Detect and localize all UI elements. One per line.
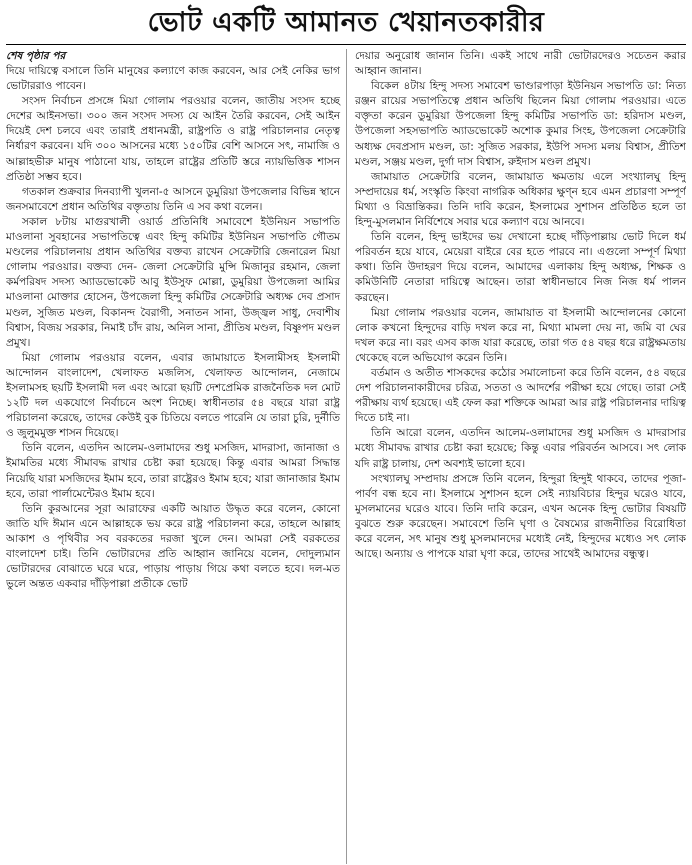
headline: ভোট একটি আমানত খেয়ানতকারীর [147,7,545,38]
headline-divider [6,44,686,45]
continuation-note: শেষ পৃষ্ঠার পর [6,50,66,62]
paragraph: মিয়া গোলাম পরওয়ার বলেন, এবার জামায়াতে ইসলামীসহ ইসলামী আন্দোলন বাংলাদেশ, খেলাফত মজলিস, খেলাফত আন্দোলন, নেজামে ইসলামসহ ছয়টি ইসলামী দল এবং আরো ছয়টি দেশপ্রেমিক রাজনৈতিক দল মোট ১২টি দল একযোগে নির্বাচনে অংশ নিচ্ছে। স্বাধীনতার ৫৪ বছরে যারা রাষ্ট্র পরিচালনা করেছে, তাদের কেউই বুক চিতিয়ে বলতে পারেনি যে তারা চুরি, দুর্নীতি ও জুলুমমুক্ত শাসন দিয়েছে। [6,351,340,440]
paragraph: সকাল ৮টায় মাগুরখালী ওয়ার্ড প্রতিনিধি সমাবেশে ইউনিয়ন সভাপতি মাওলানা সুবহানের সভাপতিত্বে এবং হিন্দু কমিটির ইউনিয়ন সভাপতি গৌতম মণ্ডলের পরিচালনায় প্রধান অতিথির বক্তব্য রাখেন সেক্রেটারি জেনারেল মিয়া গোলাম পরওয়ার। বক্তব্য দেন- জেলা সেক্রেটারি মুন্সি মিজানুর রহমান, জেলা কর্মপরিষদ সদস্য অ্যাডভোকেট আবু ইউসুফ মোল্লা, ডুমুরিয়া উপজেলা আমির মাওলানা মোক্তার হোসেন, উপজেলা হিন্দু কমিটির সেক্রেটারি অধ্যক্ষ দেব প্রসাদ মণ্ডল, সুজিত মণ্ডল, বিকানন্দ বৈরাগী, সনাতন সানা, উজ্জ্বল সাধু, দেবাশীষ বিশ্বাস, বিজয় সরকার, নিমাই চাঁদ রায়, অনিল সানা, প্রীতিষ মণ্ডল, বিষ্ণুপদ মণ্ডল প্রমুখ। [6,215,340,349]
paragraph: বিকেল ৪টায় হিন্দু সদস্য সমাবেশ ভাণ্ডারপাড়া ইউনিয়ন সভাপতি ডা: নিত্য রঞ্জন রায়ের সভাপতিত্বে প্রধান অতিথি ছিলেন মিয়া গোলাম পরওয়ার। এতে বক্তৃতা করেন ডুমুরিয়া উপজেলা হিন্দু কমিটির সভাপতি ডা: হরিদাস মণ্ডল, উপজেলা সহসভাপতি অ্যাডভোকেট অশোক কুমার সিংহ, উপজেলা সেক্রেটারি অধ্যক্ষ দেবপ্রসাদ মণ্ডল, ডা: সুজিত সরকার, ইউপি সদস্য মলয় বিশ্বাস, প্রীতিশ মণ্ডল, সঞ্জয় মণ্ডল, দুর্গা দাস বিশ্বাস, রুইদাস মণ্ডল প্রমুখ। [355,80,686,168]
paragraph: জামায়াত সেক্রেটারি বলেন, জামায়াত ক্ষমতায় এলে সংখ্যালঘু হিন্দু সম্প্রদায়ের ধর্ম, সংস্কৃতি কিংবা নাগরিক অধিকার ক্ষুণ্ন হবে এমন প্রচারণা সম্পূর্ণ মিথ্যা ও বিভ্রান্তিকর। তিনি দাবি করেন, ইসলামের সুশাসন প্রতিষ্ঠিত হলে তা হিন্দু-মুসলমান নির্বিশেষে সবার ঘরে কল্যাণ বয়ে আনবে। [355,170,686,229]
paragraph: তিনি বলেন, এতদিন আলেম-ওলামাদের শুধু মসজিদ, মাদরাসা, জানাজা ও ইমামতির মধ্যে সীমাবদ্ধ রাখার চেষ্টা করা হয়েছে। কিন্তু এবার আমরা সিদ্ধান্ত নিয়েছি যারা মসজিদের ইমাম হবে, তারা রাষ্ট্রেরও ইমাম হবে; যারা জানাজার ইমাম হবে, তারা পার্লামেন্টেরও ইমাম হবে। [6,442,340,500]
paragraph: মিয়া গোলাম পরওয়ার বলেন, জামায়াত বা ইসলামী আন্দোলনের কোনো লোক কখনো হিন্দুদের বাড়ি দখল করে না, মিথ্যা মামলা দেয় না, জমি বা ঘের দখল করে না। বরং এসব কাজ যারা করেছে, তারা গত ৫৪ বছর ধরে রাষ্ট্রক্ষমতায় থেকেছে বলে অভিযোগ করেন তিনি। [355,306,686,364]
right-column [346,49,686,864]
paragraph: তিনি কুরআনের সূরা আরাফের একটি আয়াত উদ্ধৃত করে বলেন, কোনো জাতি যদি ঈমান এনে আল্লাহকে ভয় করে রাষ্ট্র পরিচালনা করে, তাহলে আল্লাহ আকাশ ও পৃথিবীর সব বরকতের দরজা খুলে দেন। আমরা সেই বরকতের বাংলাদেশ চাই। তিনি ভোটারদের প্রতি আহ্বান জানিয়ে বলেন, দোদুল্যমান ভোটারদের বোঝাতে ঘরে ঘরে, পাড়ায় পাড়ায় গিয়ে কথা বলতে হবে। দল-মত ভুলে অন্তত একবার দাঁড়িপাল্লা প্রতীকে ভোট [6,502,340,591]
paragraph: দিয়ে দায়িত্বে বসালে তিনি মানুষের কল্যাণে কাজ করবেন, আর সেই নেকির ভাগ ভোটাররাও পাবেন। [6,65,340,93]
paragraph: বর্তমান ও অতীত শাসকদের কঠোর সমালোচনা করে তিনি বলেন, ৫৪ বছরে দেশ পরিচালনাকারীদের চরিত্র, সততা ও আদর্শের পরীক্ষা হয়ে গেছে। তারা সেই পরীক্ষায় ব্যর্থ হয়েছে। এই ফেল করা শক্তিকে আমরা আর রাষ্ট্র পরিচালনার দায়িত্ব দিতে চাই না। [355,366,686,425]
left-column [6,49,346,864]
paragraph: তিনি বলেন, হিন্দু ভাইদের ভয় দেখানো হচ্ছে দাঁড়িপাল্লায় ভোট দিলে ধর্ম পরিবর্তন হয়ে যাবে, মেয়েরা বাইরে বের হতে পারবে না। এগুলো সম্পূর্ণ মিথ্যা কথা। তিনি উদাহরণ দিয়ে বলেন, আমাদের এলাকায় হিন্দু অধ্যক্ষ, শিক্ষক ও কমিউনিটি নেতারা দায়িত্বে আছেন। তারা স্বাধীনভাবে নিজ নিজ ধর্ম পালন করছেন। [355,231,686,304]
article-body [6,49,686,864]
paragraph: সংখ্যালঘু সম্প্রদায় প্রসঙ্গে তিনি বলেন, হিন্দুরা হিন্দুই থাকবে, তাদের পূজা-পার্বণ বন্ধ হবে না। ইসলামে সুশাসন হলে সেই ন্যায়বিচার হিন্দুর ঘরেও যাবে, মুসলমানের ঘরেও যাবে। তিনি দাবি করেন, এখন অনেক হিন্দু ভোটার বিষয়টি বুঝতে শুরু করেছেন। সমাবেশে তিনি ঘৃণা ও বৈষম্যের রাজনীতির বিরোধিতা করে বলেন, সৎ মানুষ শুধু মুসলমানদের মধ্যেই নেই, হিন্দুদের মধ্যেও সৎ লোক আছে। অন্যায় ও পাপকে যারা ঘৃণা করে, তাদের সাথেই আমাদের বন্ধুত্ব। [355,472,686,561]
paragraph: গতকাল শুক্রবার দিনব্যাপী খুলনা-৫ আসনে ডুমুরিয়া উপজেলার বিভিন্ন স্থানে জনসমাবেশে প্রধান অতিথির বক্তৃতায় তিনি এ সব কথা বলেন। [6,185,340,213]
paragraph: দেয়ার অনুরোধ জানান তিনি। একই সাথে নারী ভোটারদেরও সচেতন করার আহ্বান জানান। [355,50,686,78]
paragraph: তিনি আরো বলেন, এতদিন আলেম-ওলামাদের শুধু মসজিদ ও মাদরাসার মধ্যে সীমাবদ্ধ রাখার চেষ্টা করা হয়েছে; কিন্তু এবার পরিবর্তন আসবে। সৎ লোক যদি রাষ্ট্র চালায়, দেশ অবশ্যই ভালো হবে। [355,427,686,470]
paragraph: সংসদ নির্বাচন প্রসঙ্গে মিয়া গোলাম পরওয়ার বলেন, জাতীয় সংসদ হচ্ছে দেশের আইনসভা। ৩০০ জন সংসদ সদস্য যে আইন তৈরি করবেন, সেই আইন দিয়েই দেশ চলবে এবং তারাই প্রধানমন্ত্রী, রাষ্ট্রপতি ও রাষ্ট্র পরিচালনার নেতৃত্ব নির্ধারণ করবেন। যদি ৩০০ আসনের মধ্যে ১৫০টির বেশি আসনে সৎ, নামাজি ও আল্লাহভীরু মানুষ পাঠানো যায়, তাহলে রাষ্ট্রের প্রতিটি স্তরে ন্যায়ভিত্তিক শাসন প্রতিষ্ঠা সম্ভব হবে। [6,95,340,183]
